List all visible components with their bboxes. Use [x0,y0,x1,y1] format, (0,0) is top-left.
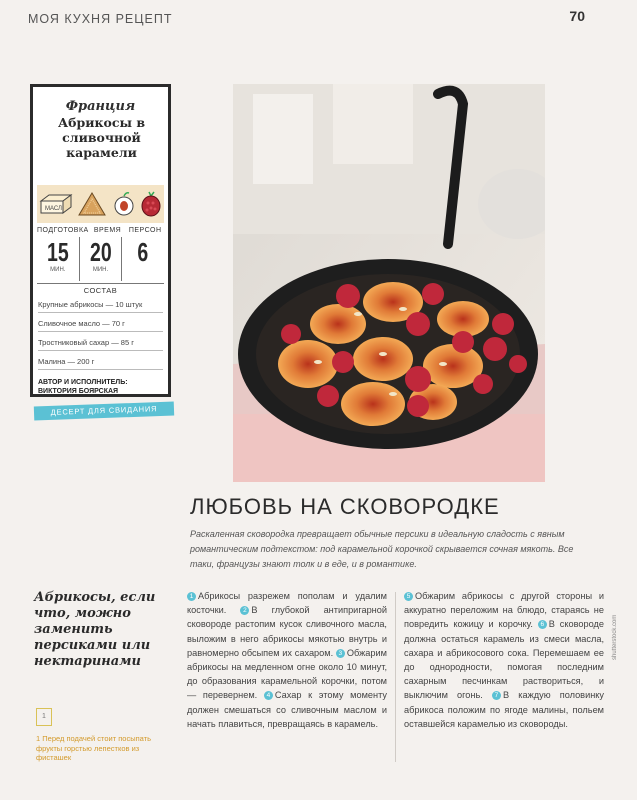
step-text: Обжарим абрикосы на медленном огне около 10 минут, до образования карамельной корочки, потом — перевернем. [187,647,387,701]
step-number: 6 [538,620,547,629]
column-divider [395,592,396,762]
lead-paragraph: Раскаленная сковородка превращает обычные персики в идеальную сладость с явным романтическим подтекстом: под карамельной корочкой скрывается сочная мякоть. Все таки, французы знают толк и в еде, и в романтике. [190,529,574,569]
stat-label-prep: ПОДГОТОВКА [37,227,89,234]
side-quote: Абрикосы, если что, можно заменить персиками или нектаринами [34,590,156,669]
stats-labels [37,227,164,234]
step-number: 1 [187,592,196,601]
step-text: В каждую половинку абрикоса положим по ягоде малины, польем оставшейся карамелью из сковороды. [404,690,604,729]
steps-column-2 [404,589,604,731]
ingredient-item: Крупные абрикосы — 10 штук [38,300,163,313]
butter-icon [39,193,73,215]
step-text: В глубокой антипригарной сковороде растопим кусок сливочного масла, выложим в него абрикосы мякотью внутрь и равномерно обсыпем их сахаром. [187,605,387,658]
recipe-title: Абрикосы в сливочной карамели [57,115,146,160]
stat-prep-value: 15 [46,237,69,267]
step-text: Абрикосы разрежем пополам и удалим косточки. [187,591,387,616]
category-ribbon: ДЕСЕРТ ДЛЯ СВИДАНИЯ [34,402,174,421]
step-number: 7 [492,691,501,700]
author-name: ВИКТОРИЯ БОЯРСКАЯ [38,388,119,395]
footnote-marker: 1 [36,708,52,726]
article-heading: ЛЮБОВЬ НА СКОВОРОДКЕ [190,494,500,519]
stat-label-time: ВРЕМЯ [93,227,122,234]
ingredient-item: Тростниковый сахар — 85 г [38,338,163,351]
stat-time-unit: МИН. [92,267,109,273]
butter-label: МАСЛ [45,206,63,212]
recipe-card [30,84,171,397]
step-text: Сахар к этому моменту должен смешаться со сливочным маслом и начать плавиться, превращаясь в карамель. [187,690,388,729]
stat-time [79,237,122,281]
divider [37,283,164,284]
author-label: АВТОР И ИСПОЛНИТЕЛЬ: [38,379,128,386]
step-text: В сковороде должна остаться карамель из смеси масла, сахара и абрикосового сока. Перемешаем ее до однородности, помогая последним сахарным песчинкам раствориться, и выключим огонь. [404,619,604,701]
section-header: МОЯ КУХНЯ РЕЦЕПТ [28,12,173,26]
step-number: 2 [240,606,249,615]
step-number: 4 [264,691,273,700]
ingredient-item: Сливочное масло — 70 г [38,319,163,332]
stat-label-servings: ПЕРСОН [128,227,162,234]
step-number: 3 [336,649,345,658]
ingredient-item: Малина — 200 г [38,357,163,370]
stat-servings [121,237,164,281]
apricot-icon [112,191,136,217]
stat-time-value: 20 [89,237,112,267]
ingredient-icons [37,185,164,223]
stat-servings-value: 6 [137,237,149,267]
photo-credit: shutterstock.com [612,614,618,660]
author-block [38,378,128,396]
recipe-country: Франция [65,99,136,114]
step-number: 5 [404,592,413,601]
stat-prep [37,237,79,281]
dish-photo [233,84,545,482]
stats-values [37,237,164,281]
sugar-icon [77,191,107,217]
footnote-text: 1 Перед подачей стоит посыпать фрукты горстью лепестков из фисташек [36,734,152,762]
page-number: 70 [569,8,585,24]
ingredients-title: СОСТАВ [83,286,118,295]
raspberry-icon [140,191,162,217]
steps-column-1 [187,589,387,731]
stat-prep-unit: МИН. [50,267,66,273]
step-text: Обжарим абрикосы с другой стороны и аккуратно переложим на блюдо, стараясь не повредить кожицу и корочку. [404,591,604,630]
